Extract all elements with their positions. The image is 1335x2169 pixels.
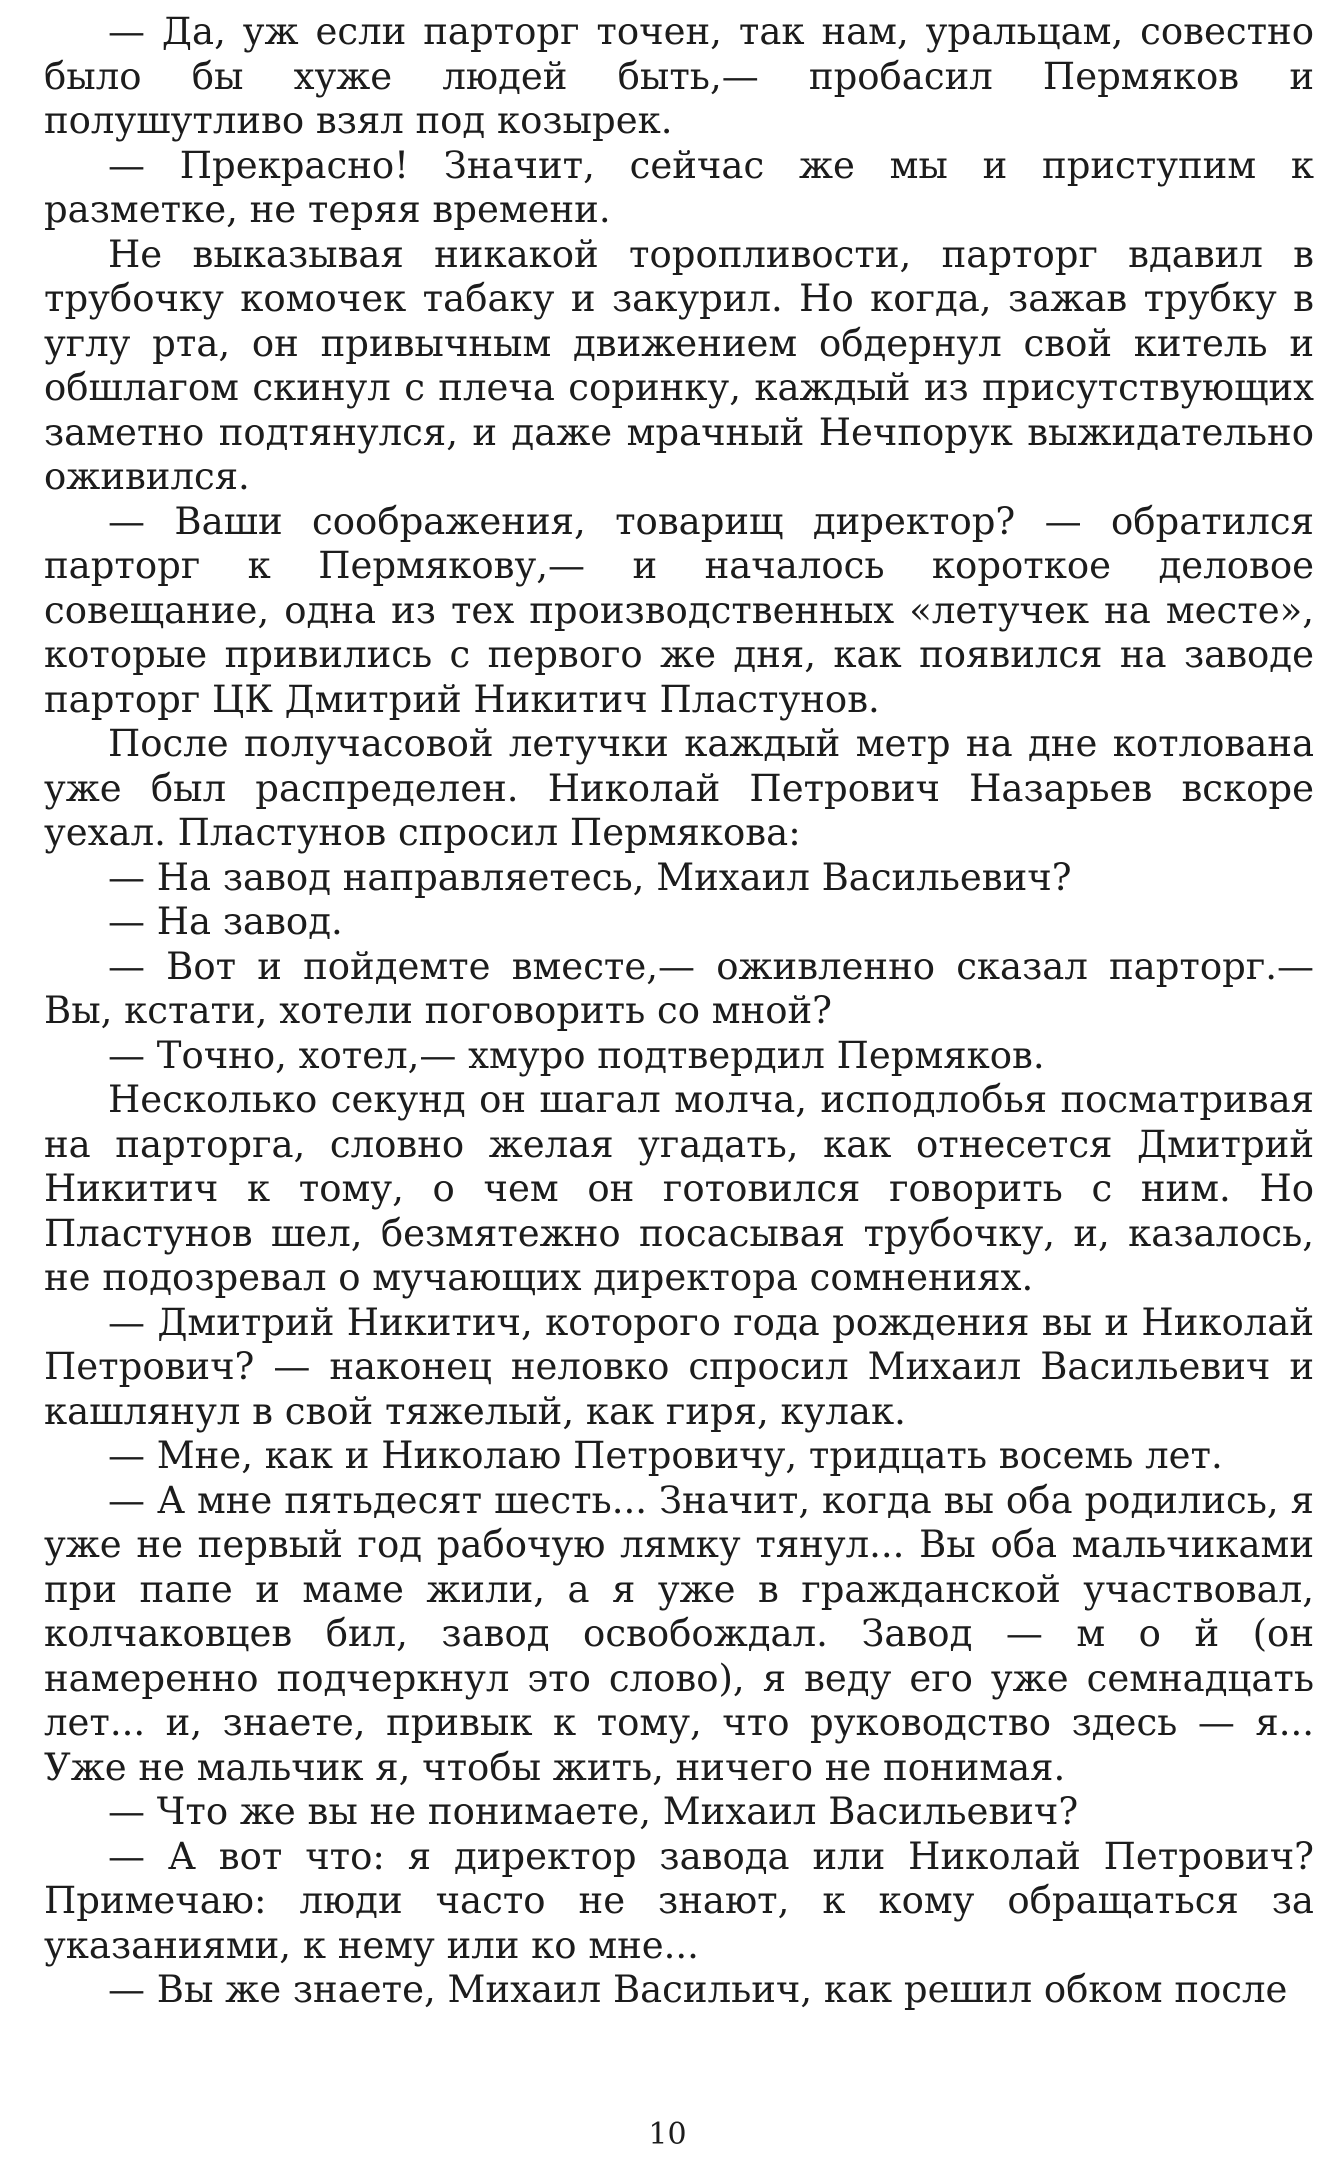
page-body (44, 10, 1314, 2060)
paragraph-10: Несколько секунд он шагал молча, исподлобья посматривая на парторга, словно желая угадать, как отнесется Дмитрий Никитич к тому, о чем он готовился говорить с ним. Но Пластунов шел, безмятежно посасывая трубочку, и, казалось, не подозревал о мучающих директора сомнениях. (44, 1078, 1314, 1299)
paragraph-2: — Прекрасно! Значит, сейчас же мы и приступим к разметке, не теряя времени. (44, 143, 1314, 231)
paragraph-4: — Ваши соображения, товарищ директор? — обратился парторг к Пермякову,— и началось короткое деловое совещание, одна из тех производственных «летучек на месте», которые привились с первого же дня, как появился на заводе парторг ЦК Дмитрий Никитич Пластунов. (44, 499, 1314, 721)
paragraph-7: — На завод. (108, 900, 343, 943)
paragraph-11: — Дмитрий Никитич, которого года рождения вы и Николай Петрович? — наконец неловко спросил Михаил Васильевич и кашлянул в свой тяжелый, как гиря, кулак. (44, 1300, 1314, 1433)
paragraph-15: — А вот что: я директор завода или Николай Петрович? Примечаю: люди часто не знают, к кому обращаться за указаниями, к нему или ко мне... (44, 1834, 1314, 1967)
paragraph-6: — На завод направляетесь, Михаил Васильевич? (108, 855, 1072, 899)
page-number: 10 (648, 2117, 687, 2152)
paragraph-16: — Вы же знаете, Михаил Васильич, как решил обком после (108, 1968, 1288, 2011)
paragraph-1: — Да, уж если парторг точен, так нам, уральцам, совестно было бы хуже людей быть,— пробасил Пермяков и полушутливо взял под козырек. (44, 10, 1314, 142)
paragraph-5: После получасовой летучки каждый метр на дне котлована уже был распределен. Николай Петрович Назарьев вскоре уехал. Пластунов спросил Пермякова: (44, 722, 1314, 854)
paragraph-12: — Мне, как и Николаю Петровичу, тридцать восемь лет. (108, 1434, 1223, 1477)
paragraph-8: — Вот и пойдемте вместе,— оживленно сказал парторг.— Вы, кстати, хотели поговорить со мной? (44, 944, 1314, 1032)
paragraph-13: — А мне пятьдесят шесть... Значит, когда вы оба родились, я уже не первый год рабочую лямку тянул... Вы оба мальчиками при папе и маме жили, а я уже в гражданской участвовал, колчаковцев бил, завод освобождал. Завод — м о й (он намеренно подчеркнул это слово), я веду его уже семнадцать лет... и, знаете, привык к тому, что руководство здесь — я... Уже не мальчик я, чтобы жить, ничего не понимая. (44, 1478, 1314, 1789)
paragraph-3: Не выказывая никакой торопливости, парторг вдавил в трубочку комочек табаку и закурил. Но когда, зажав трубку в углу рта, он привычным движением обдернул свой китель и обшлагом скинул с плеча соринку, каждый из присутствующих заметно подтянулся, и даже мрачный Нечпорук выжидательно оживился. (44, 232, 1314, 498)
paragraph-14: — Что же вы не понимаете, Михаил Васильевич? (108, 1790, 1079, 1833)
paragraph-9: — Точно, хотел,— хмуро подтвердил Пермяков. (108, 1033, 1045, 1077)
